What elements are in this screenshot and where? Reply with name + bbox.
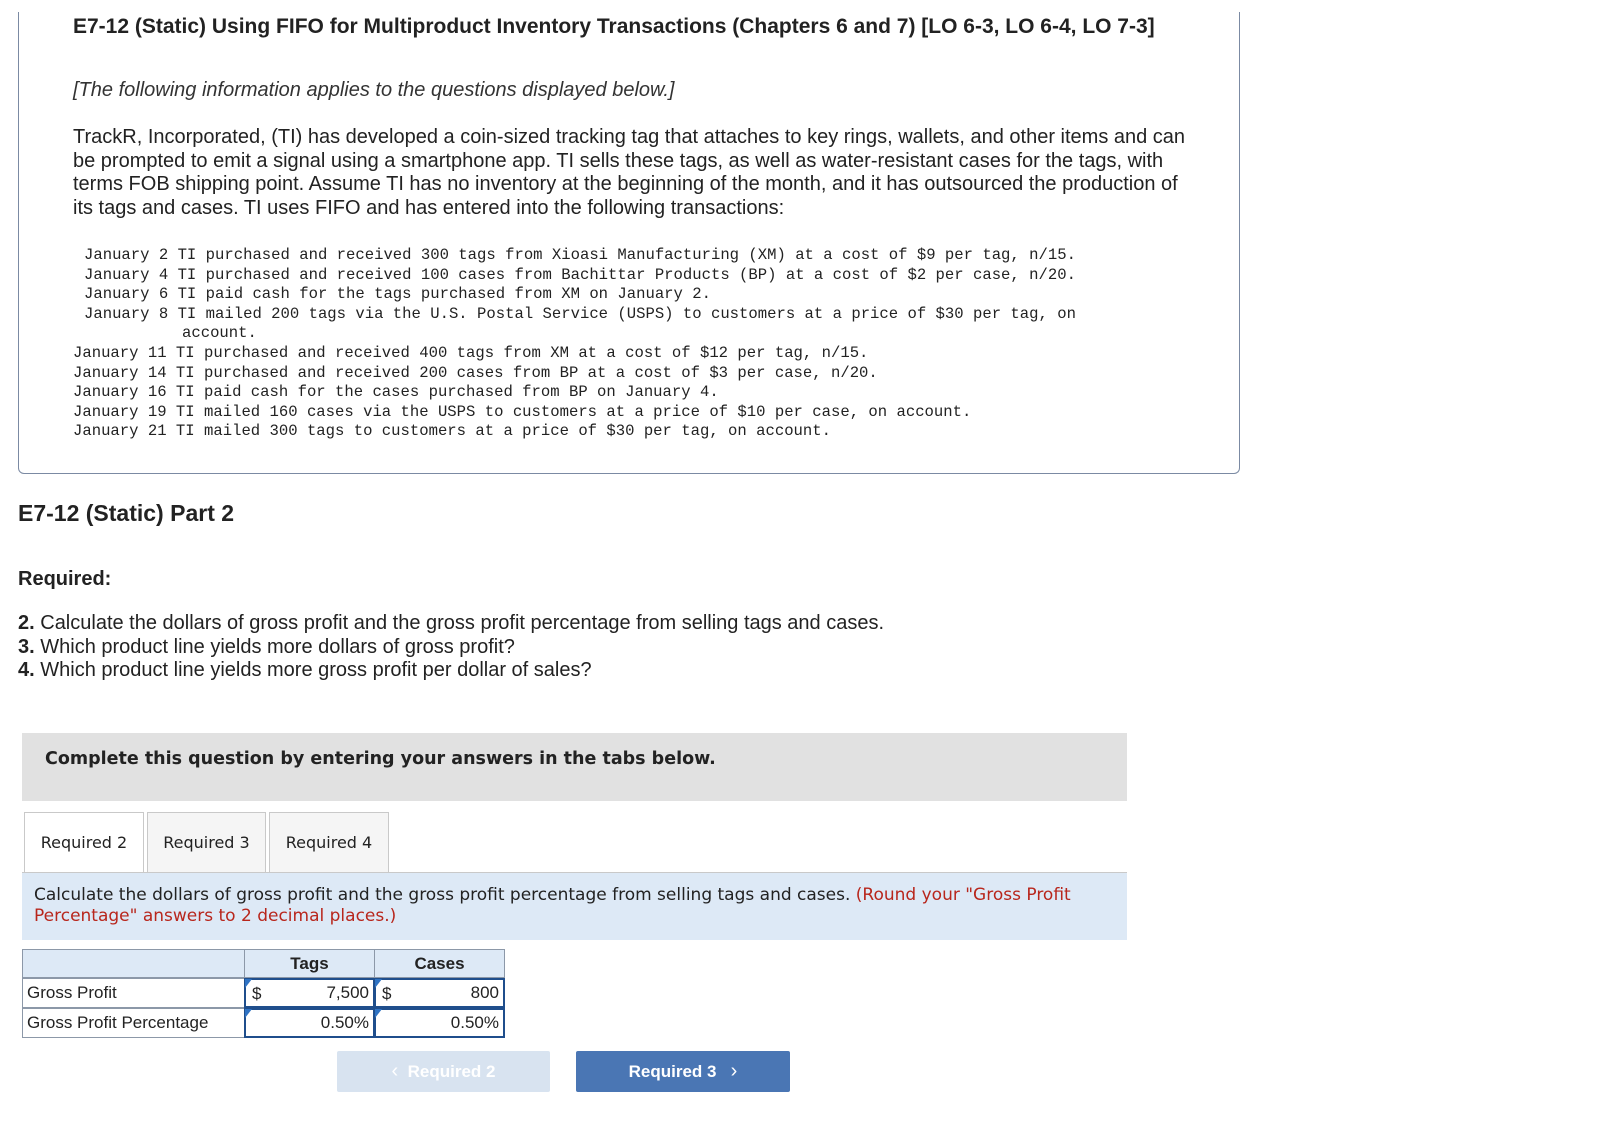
required-item: 4. Which product line yields more gross profit per dollar of sales? [18,659,592,681]
question-title: E7-12 (Static) Using FIFO for Multiproduct Inventory Transactions (Chapters 6 and 7) [LO 6-3, LO 6-4, LO 7-3] [73,15,1155,38]
tab-required-3[interactable]: Required 3 [147,812,266,872]
transaction-line: January 21 TI mailed 300 tags to customers at a price of $30 per tag, on account. [73,422,831,441]
flag-icon [245,1009,252,1018]
table-header-cases: Cases [374,949,505,978]
required-item: 3. Which product line yields more dollars of gross profit? [18,635,515,658]
transaction-line: January 4 TI purchased and received 100 cases from Bachittar Products (BP) at a cost of $2 per case, n/20. [84,265,1076,284]
transaction-line: January 11 TI purchased and received 400 tags from XM at a cost of $12 per tag, n/15. [73,344,869,362]
gross-profit-pct-tags-input[interactable]: 0.50% [244,1008,375,1038]
transaction-line: January 8 TI mailed 200 tags via the U.S. Postal Service (USPS) to customers at a price of $30 per tag, on [84,304,1076,323]
gross-profit-pct-cases-input[interactable]: 0.50% [374,1008,505,1038]
tab-required-2[interactable]: Required 2 [24,812,144,872]
table-header-tags: Tags [244,949,375,978]
chevron-left-icon: ‹ [391,1060,399,1082]
currency-symbol: $ [382,984,392,1003]
part-title: E7-12 (Static) Part 2 [18,500,235,526]
tab-required-4[interactable]: Required 4 [269,812,389,872]
transaction-line: January 2 TI purchased and received 300 tags from Xioasi Manufacturing (XM) at a cost of $9 per tag, n/15. [84,246,1076,264]
transaction-line: account. [182,324,257,343]
flag-icon [375,979,382,988]
flag-icon [245,979,252,988]
currency-symbol: $ [252,984,262,1003]
flag-icon [375,1009,382,1018]
complete-instruction: Complete this question by entering your answers in the tabs below. [45,749,716,769]
instruction-text: Calculate the dollars of gross profit and the gross profit percentage from selling tags and cases. (Round your "Gross Profit Percentage" answers to 2 decimal places.) [34,885,1071,926]
row-label-gross-profit-percentage: Gross Profit Percentage [22,1008,245,1038]
row-label-gross-profit: Gross Profit [22,978,245,1008]
chevron-right-icon: › [730,1060,738,1082]
gross-profit-cases-input[interactable]: $ 800 [374,978,505,1008]
question-paragraph: TrackR, Incorporated, (TI) has developed a coin-sized tracking tag that attaches to key rings, wallets, and other items and can be prompted to emit a signal using a smartphone app. TI sells these tags, as well as water-resistant cases for the tags, with terms FOB shipping point. Assume TI has no inventory at the beginning of the month, and it has outsourced the production of its tags and cases. TI uses FIFO and has entered into the following transactions: [73,126,1186,219]
rounding-note: (Round your "Gross Profit Percentage" answers to 2 decimal places.) [34,885,1071,926]
question-intro: [The following information applies to the questions displayed below.] [73,79,675,101]
prev-required-button: ‹ Required 2 [337,1051,550,1092]
required-heading: Required: [18,568,112,590]
transaction-line: January 16 TI paid cash for the cases purchased from BP on January 4. [73,383,719,402]
next-required-button[interactable]: Required 3 › [576,1051,790,1092]
transaction-line: January 19 TI mailed 160 cases via the USPS to customers at a price of $10 per case, on account. [73,402,972,421]
required-list [18,612,884,683]
transaction-line: January 6 TI paid cash for the tags purchased from XM on January 2. [84,285,711,304]
table-header-blank [22,949,245,978]
transaction-line: January 14 TI purchased and received 200 cases from BP at a cost of $3 per case, n/20. [73,363,878,382]
required-item: 2. Calculate the dollars of gross profit and the gross profit percentage from selling tags and cases. [18,612,885,634]
gross-profit-tags-input[interactable]: $ 7,500 [244,978,375,1008]
